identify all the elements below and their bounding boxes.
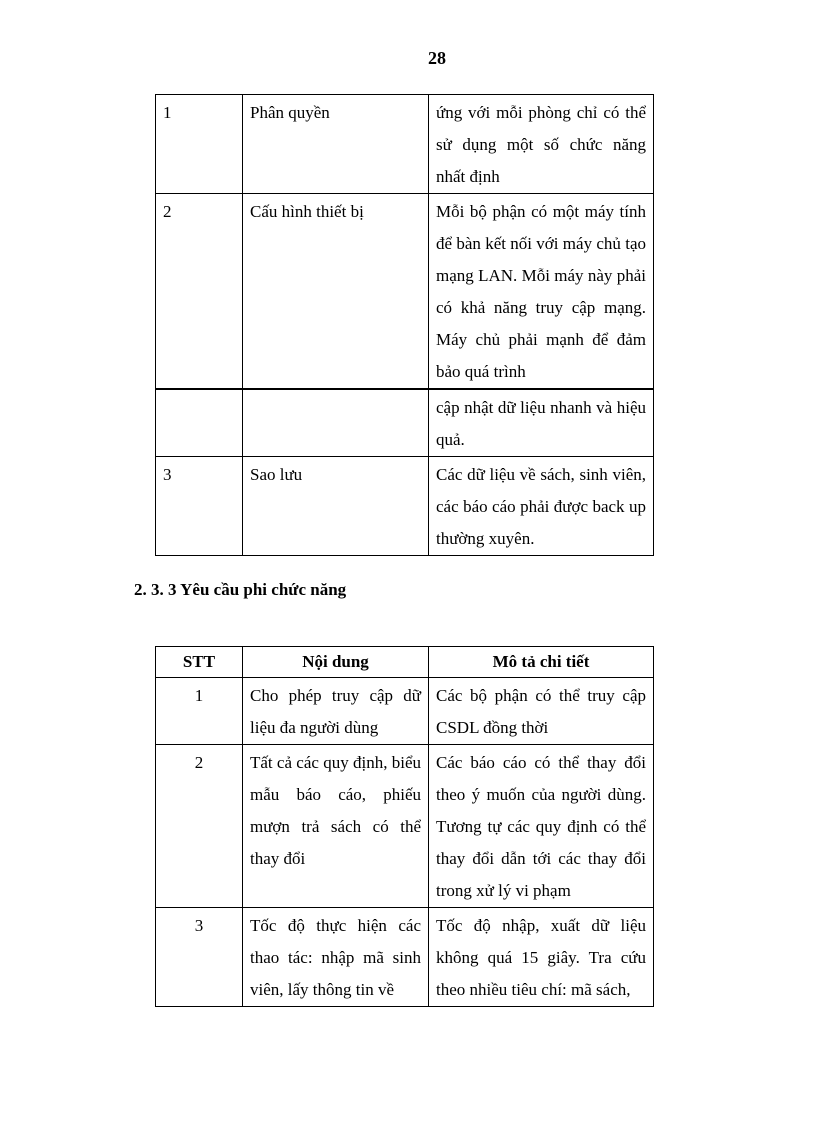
content-cell: Cấu hình thiết bị xyxy=(243,194,429,390)
stt-cell: 1 xyxy=(156,95,243,194)
stt-cell: 3 xyxy=(156,908,243,1007)
table-header-row xyxy=(156,647,654,678)
stt-cell: 1 xyxy=(156,678,243,745)
description-cell: cập nhật dữ liệu nhanh và hiệu quả. xyxy=(429,389,654,457)
requirements-table-continued xyxy=(155,94,654,556)
description-cell: Các dữ liệu về sách, sinh viên, các báo cáo phải được back up thường xuyên. xyxy=(429,457,654,556)
table-row xyxy=(156,745,654,908)
stt-cell: 2 xyxy=(156,745,243,908)
table-row xyxy=(156,95,654,194)
description-cell: ứng với mỗi phòng chỉ có thể sử dụng một số chức năng nhất định xyxy=(429,95,654,194)
content-cell: Sao lưu xyxy=(243,457,429,556)
table-row xyxy=(156,678,654,745)
description-cell: Mỗi bộ phận có một máy tính để bàn kết nối với máy chủ tạo mạng LAN. Mỗi máy này phải có khả năng truy cập mạng. Máy chủ phải mạnh để đảm bảo quá trình xyxy=(429,194,654,390)
table-row xyxy=(156,908,654,1007)
description-cell: Các báo cáo có thể thay đổi theo ý muốn của người dùng. Tương tự các quy định có thể thay đổi dẫn tới các thay đổi trong xử lý vi phạm xyxy=(429,745,654,908)
stt-cell: 3 xyxy=(156,457,243,556)
table-row xyxy=(156,194,654,390)
content-cell: Tất cả các quy định, biểu mẫu báo cáo, phiếu mượn trả sách có thể thay đổi xyxy=(243,745,429,908)
section-heading: 2. 3. 3 Yêu cầu phi chức năng xyxy=(134,580,347,599)
content-cell: Cho phép truy cập dữ liệu đa người dùng xyxy=(243,678,429,745)
content-cell: Tốc độ thực hiện các thao tác: nhập mã sinh viên, lấy thông tin về xyxy=(243,908,429,1007)
header-stt: STT xyxy=(156,647,243,678)
table-row xyxy=(156,389,654,457)
table-row xyxy=(156,457,654,556)
stt-cell: 2 xyxy=(156,194,243,390)
description-cell: Các bộ phận có thể truy cập CSDL đồng thời xyxy=(429,678,654,745)
non-functional-requirements-table xyxy=(155,646,654,1007)
content-cell xyxy=(243,389,429,457)
stt-cell xyxy=(156,389,243,457)
header-content: Nội dung xyxy=(243,647,429,678)
content-cell: Phân quyền xyxy=(243,95,429,194)
page-number: 28 xyxy=(428,48,446,68)
header-description: Mô tả chi tiết xyxy=(429,647,654,678)
description-cell: Tốc độ nhập, xuất dữ liệu không quá 15 giây. Tra cứu theo nhiều tiêu chí: mã sách, xyxy=(429,908,654,1007)
